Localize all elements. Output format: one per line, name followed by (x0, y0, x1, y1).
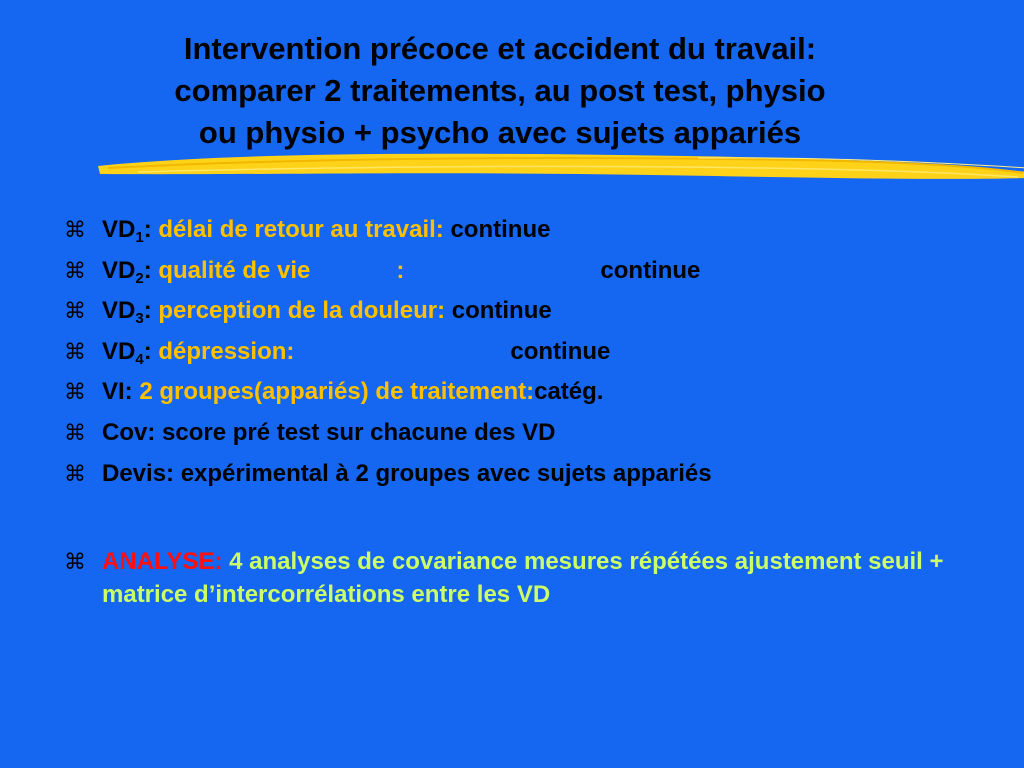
bullet-cov (62, 417, 1002, 458)
bullet-subscript: 1 (135, 229, 144, 246)
bullet-mark-icon: ⌘ (64, 379, 86, 405)
bullet-description: délai de retour au travail: (151, 216, 444, 243)
bullet-mark-icon: ⌘ (64, 298, 86, 324)
bullet-value: continue (443, 216, 551, 243)
bullet-separator: : (143, 337, 152, 365)
analyse-text: 4 analyses de covariance mesures répétées ajustement seuil + matrice d’intercorrélations entre les VD (102, 548, 944, 608)
bullet-subscript: 3 (135, 310, 144, 328)
bullet-label: VD (102, 256, 136, 284)
bullet-description: perception de la douleur: (151, 297, 446, 325)
bullet-value: continue (600, 256, 701, 284)
analyse-bullet (62, 545, 982, 611)
bullet-value: catég. (534, 378, 604, 406)
bullet-mark-icon: ⌘ (64, 549, 86, 574)
bullet-label: VD (102, 297, 136, 325)
bullet-text: Devis: expérimental à 2 groupes avec sujets appariés (102, 459, 712, 487)
bullet-label: VD (102, 216, 136, 243)
bullet-description: qualité de vie (151, 256, 311, 284)
bullet-mark-icon: ⌘ (64, 419, 86, 445)
analyse-label: ANALYSE: (102, 548, 223, 575)
bullet-description: dépression: (151, 337, 295, 365)
bullet-vd2 (62, 255, 1002, 296)
bullet-vd3 (62, 295, 1002, 336)
bullet-devis (62, 458, 1002, 499)
bullet-subscript: 4 (135, 350, 144, 368)
bullet-separator: : (143, 256, 152, 284)
bullet-separator: : (143, 297, 152, 325)
bullet-mark-icon: ⌘ (64, 217, 86, 242)
slide-title (40, 28, 960, 154)
bullet-colon: : (526, 378, 535, 406)
bullet-description: 2 groupes(appariés) de traitement (132, 378, 527, 406)
title-underline-swoosh (98, 148, 1024, 188)
bullet-mark-icon: ⌘ (64, 257, 86, 283)
bullet-label: VI: (102, 378, 133, 406)
bullet-colon: : (396, 256, 405, 284)
title-line-1: Intervention précoce et accident du travail: (183, 31, 817, 66)
bullet-vd4 (62, 336, 1002, 377)
bullet-vd1 (62, 214, 1002, 255)
title-line-2: comparer 2 traitements, au post test, physio (174, 73, 826, 108)
bullet-value: continue (445, 297, 552, 325)
bullet-mark-icon: ⌘ (64, 338, 86, 364)
bullet-list (62, 214, 1002, 498)
bullet-value: continue (510, 337, 611, 365)
bullet-label: VD (102, 337, 136, 365)
bullet-mark-icon: ⌘ (64, 460, 86, 486)
bullet-text: Cov: score pré test sur chacune des VD (102, 418, 556, 446)
bullet-subscript: 2 (135, 269, 144, 287)
bullet-separator: : (143, 216, 152, 243)
title-line-3: ou physio + psycho avec sujets appariés (198, 115, 802, 150)
bullet-vi (62, 376, 1002, 417)
